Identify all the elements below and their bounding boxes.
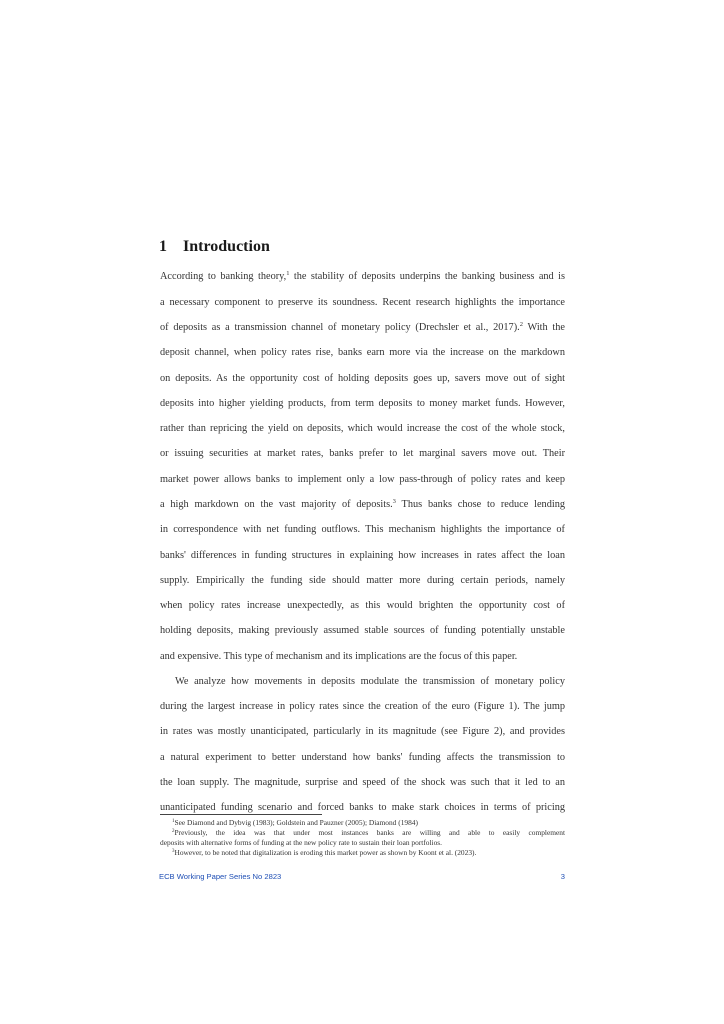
footnote-rule bbox=[160, 814, 322, 815]
body-line: banks' differences in funding structures in explaining how increases in rates affect the loan bbox=[160, 550, 565, 561]
body-line: during the largest increase in policy rates since the creation of the euro (Figure 1). The jump bbox=[160, 701, 565, 712]
footnote-3: $^3$However, to be noted that digitalization is eroding this market power as shown by Koont et al. (2023). bbox=[172, 848, 477, 857]
section-title: Introduction bbox=[183, 238, 270, 255]
body-line: supply. Empirically the funding side should matter more during certain periods, namely bbox=[160, 575, 565, 586]
body-line: on deposits. As the opportunity cost of holding deposits goes up, savers move out of sight bbox=[160, 373, 565, 384]
footnote-mark[interactable]: 3 bbox=[392, 498, 396, 505]
body-line: in correspondence with net funding outflows. This mechanism highlights the importance of bbox=[160, 524, 565, 535]
section-heading bbox=[159, 238, 270, 256]
body-line: market power allows banks to implement only a low pass-through of policy rates and keep bbox=[160, 474, 565, 485]
body-line: a natural experiment to better understand how banks' funding affects the transmission to bbox=[160, 752, 565, 763]
footer-series-link[interactable]: ECB Working Paper Series No 2823 bbox=[159, 872, 282, 881]
body-line: deposit channel, when policy rates rise, banks earn more via the increase on the markdown bbox=[160, 347, 565, 358]
body-line: or issuing securities at market rates, banks prefer to let marginal savers move out. Their bbox=[160, 448, 565, 459]
body-line: in rates was mostly unanticipated, particularly in its magnitude (see Figure 2), and provides bbox=[160, 726, 565, 737]
body-line: We analyze how movements in deposits modulate the transmission of monetary policy bbox=[175, 676, 565, 687]
footnote-mark[interactable]: 1 bbox=[286, 270, 290, 277]
footnote-2: $^2$Previously, the idea was that under most instances banks are willing and able to easily complement bbox=[172, 828, 565, 837]
body-line: holding deposits, making previously assumed stable sources of funding potentially unstable bbox=[160, 625, 565, 636]
body-line: and expensive. This type of mechanism and its implications are the focus of this paper. bbox=[160, 651, 518, 662]
body-line: of deposits as a transmission channel of monetary policy (Drechsler et al., 2017).$^2$ With the bbox=[160, 321, 565, 333]
body-line: unanticipated funding scenario and forced banks to make stark choices in terms of pricing bbox=[160, 802, 565, 813]
body-line: rather than repricing the yield on deposits, which would increase the cost of the whole stock, bbox=[160, 423, 565, 434]
body-line: a high markdown on the vast majority of deposits.$^3$ Thus banks chose to reduce lending bbox=[160, 498, 565, 510]
section-number: 1 bbox=[159, 238, 167, 255]
footnote-1: $^1$See Diamond and Dybvig (1983); Goldstein and Pauzner (2005); Diamond (1984) bbox=[172, 818, 418, 827]
body-line: a necessary component to preserve its soundness. Recent research highlights the importance bbox=[160, 297, 565, 308]
body-line: the loan supply. The magnitude, surprise and speed of the shock was such that it led to an bbox=[160, 777, 565, 788]
footnote-2-continued: deposits with alternative forms of funding at the new policy rate to sustain their loan portfolios. bbox=[160, 838, 443, 847]
footnote-mark[interactable]: 2 bbox=[519, 321, 523, 328]
body-line: deposits into higher yielding products, from term deposits to money market funds. However, bbox=[160, 398, 565, 409]
body-line: when policy rates increase unexpectedly, as this would brighten the opportunity cost of bbox=[160, 600, 565, 611]
footer-page-number: 3 bbox=[560, 872, 565, 881]
body-line: According to banking theory,$^1$ the stability of deposits underpins the banking business and is bbox=[160, 270, 565, 282]
